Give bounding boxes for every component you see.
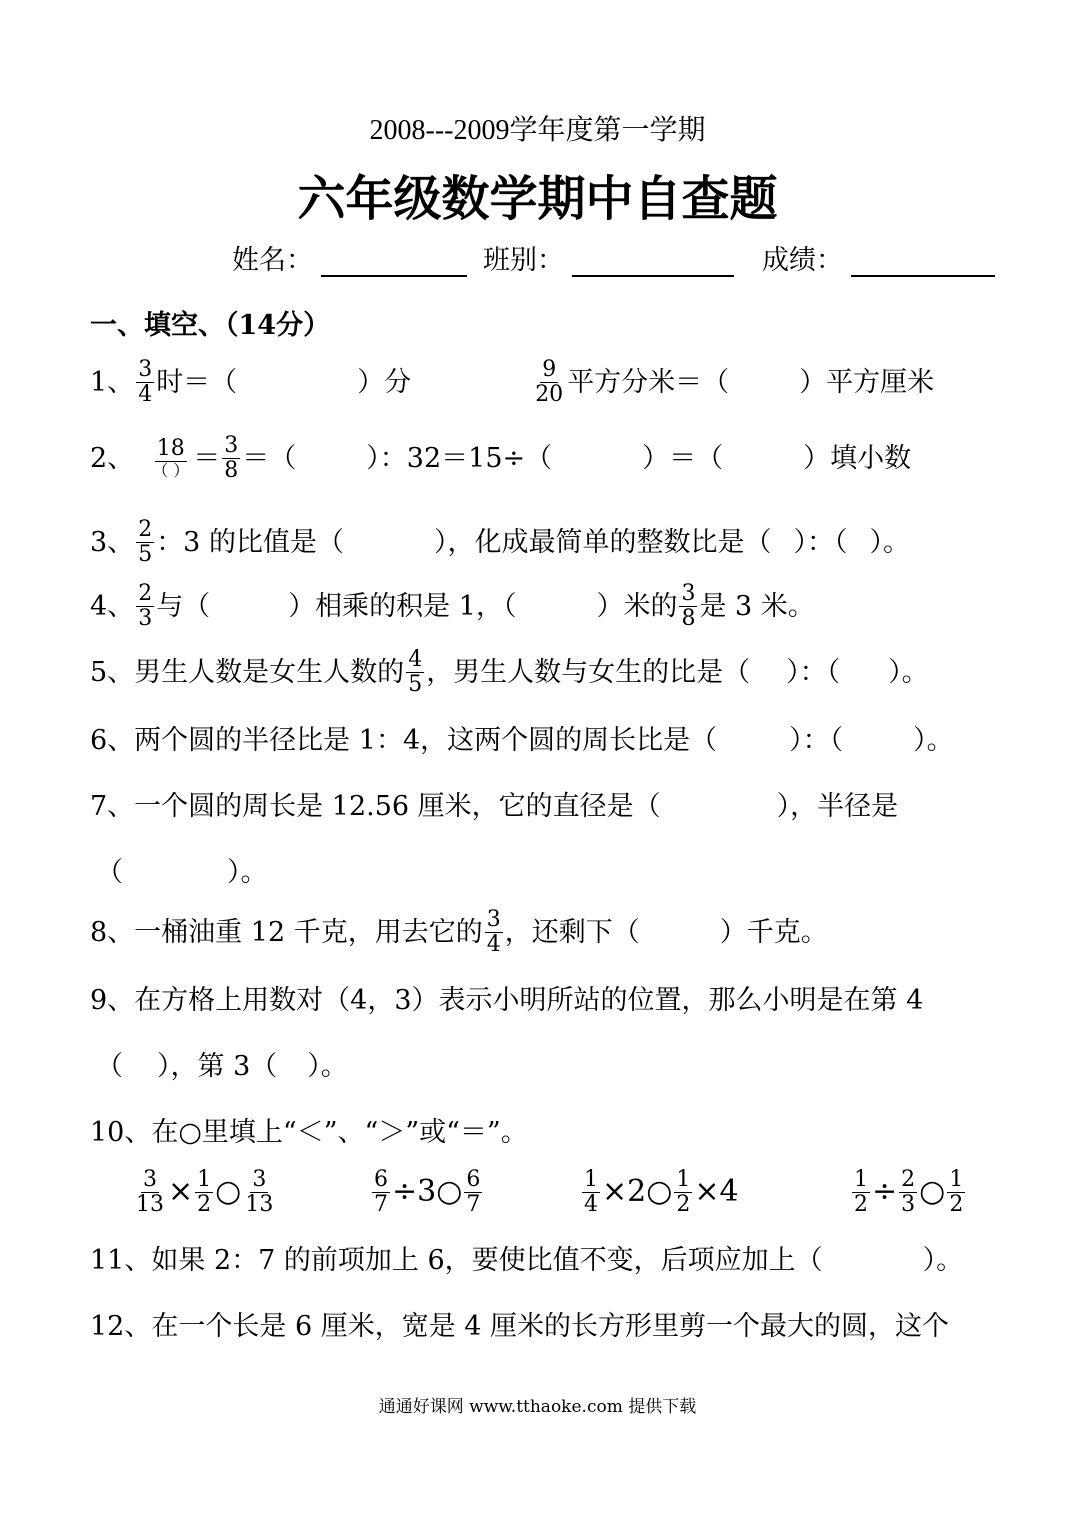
question-2 [90, 428, 911, 488]
q9-text: ），第 3（ [157, 1050, 278, 1082]
fraction: $\frac{3}{4}$ [486, 906, 501, 957]
question-7-continued [96, 852, 268, 892]
operator: × [168, 1174, 194, 1209]
q2-text: ＝ [193, 442, 221, 474]
q3-text: ：3 的比值是（ [156, 526, 344, 558]
q7-text: 7、一个圆的周长是 12.56 厘米，它的直径是（ [90, 790, 661, 822]
fraction: $\frac{1}{4}$ [584, 1166, 598, 1217]
comparison-3 [580, 1162, 739, 1222]
q5-text: ，男生人数与女生的比是（ [426, 656, 751, 688]
q6-text: ）。 [913, 724, 954, 756]
question-6 [90, 720, 954, 760]
q4-text: 与（ [156, 590, 211, 622]
fraction: $\frac{6}{7}$ [374, 1166, 388, 1217]
question-12 [90, 1306, 949, 1346]
q7-text: ）。 [227, 856, 268, 888]
q4-text: ）米的 [596, 590, 678, 622]
q3-text: ）：（ [793, 526, 848, 558]
question-8 [90, 902, 828, 962]
compare-circle[interactable]: ○ [919, 1174, 946, 1209]
fraction: $\frac{6}{7}$ [466, 1166, 481, 1217]
footer-credit: 通通好课网 www.tthaoke.com 提供下载 [378, 1397, 697, 1417]
fraction: $\frac{3}{8}$ [681, 580, 696, 631]
q1-text: 平方分米＝（ [567, 366, 730, 398]
fraction: $\frac{3}{8}$ [224, 432, 239, 483]
operator: ÷ [872, 1174, 898, 1209]
question-1 [90, 352, 934, 412]
fraction: $\frac{4}{5}$ [408, 646, 423, 697]
q1-text: ）分 [357, 366, 412, 398]
q6-text: 6、两个圆的半径比是 1：4，这两个圆的周长比是（ [90, 724, 718, 756]
question-4 [90, 576, 815, 636]
q9-text: 9、在方格上用数对（4，3）表示小明所站的位置，那么小明是在第 4 [90, 984, 924, 1016]
operator: ×4 [694, 1174, 739, 1209]
q5-text: ）。 [888, 656, 929, 688]
operator: ÷3○ [392, 1174, 463, 1209]
q2-text: ）＝（ [642, 442, 724, 474]
fraction: $\frac{18}{( )}$ [152, 435, 190, 480]
term-subtitle: 2008---2009学年度第一学期 [369, 115, 706, 146]
q9-text: （ [96, 1050, 123, 1082]
q8-text: ）千克。 [719, 916, 828, 948]
q1-number: 1、 [90, 366, 135, 398]
q1-text: 时＝（ [156, 366, 238, 398]
q6-text: ）：（ [789, 724, 844, 756]
fraction: $\frac{3}{13}$ [136, 1166, 164, 1217]
q5-text: ）：（ [786, 656, 841, 688]
fraction: $\frac{3}{13}$ [245, 1166, 274, 1217]
q9-text: ）。 [307, 1050, 348, 1082]
comparison-2 [370, 1162, 484, 1222]
q4-text: 是 3 米。 [699, 590, 815, 622]
q8-text: ，还剩下（ [504, 916, 640, 948]
operator: ×2○ [602, 1174, 673, 1209]
q4-number: 4、 [90, 590, 135, 622]
fraction: $\frac{1}{2}$ [197, 1166, 212, 1217]
fraction: $\frac{9}{20}$ [535, 356, 564, 407]
question-7 [90, 786, 898, 826]
question-5 [90, 642, 929, 702]
q2-text: ＝（ [242, 442, 297, 474]
class-label: 班别： [483, 245, 564, 276]
class-field[interactable] [572, 247, 734, 277]
student-info-row [232, 238, 995, 277]
q8-text: 8、一桶油重 12 千克，用去它的 [90, 916, 483, 948]
fraction: $\frac{3}{4}$ [138, 356, 153, 407]
fraction: $\frac{1}{2}$ [949, 1166, 964, 1217]
fraction: $\frac{2}{5}$ [138, 516, 153, 567]
q5-text: 5、男生人数是女生人数的 [90, 656, 405, 688]
score-label: 成绩： [762, 245, 843, 276]
name-field[interactable] [321, 247, 467, 277]
q11-text: ）。 [922, 1244, 964, 1276]
q2-text: ）填小数 [803, 442, 912, 474]
fraction: $\frac{2}{3}$ [138, 580, 153, 631]
q3-text: ）。 [869, 526, 910, 558]
q3-number: 3、 [90, 526, 135, 558]
comparison-1 [132, 1162, 277, 1222]
page-title: 六年级数学期中自查题 [297, 171, 778, 227]
fraction: $\frac{1}{2}$ [676, 1166, 691, 1217]
compare-circle[interactable]: ○ [215, 1174, 242, 1209]
score-field[interactable] [851, 247, 995, 277]
q12-text: 12、在一个长是 6 厘米，宽是 4 厘米的长方形里剪一个最大的圆，这个 [90, 1310, 950, 1342]
q1-text: ）平方厘米 [799, 366, 935, 398]
fraction: $\frac{2}{3}$ [901, 1166, 916, 1217]
question-11 [90, 1240, 963, 1280]
q11-text: 11、如果 2：7 的前项加上 6，要使比值不变，后项应加上（ [90, 1244, 823, 1276]
q7-text: （ [96, 856, 123, 888]
section-heading: 一、填空、（14分） [90, 310, 331, 341]
comparison-4 [850, 1162, 967, 1222]
q3-text: ），化成最简单的整数比是（ [433, 526, 772, 558]
question-9-continued [96, 1046, 348, 1086]
name-label: 姓名： [232, 245, 313, 276]
q4-text: ）相乘的积是 1，（ [288, 590, 517, 622]
q7-text: ），半径是 [776, 790, 899, 822]
q10-text: 10、在○里填上“＜”、“＞”或“＝”。 [90, 1116, 528, 1148]
question-3 [90, 512, 910, 572]
fraction: $\frac{1}{2}$ [854, 1166, 868, 1217]
question-10 [90, 1112, 528, 1152]
q2-number: 2、 [90, 442, 135, 474]
q2-text: ）：32＝15÷（ [366, 442, 553, 474]
question-9 [90, 980, 923, 1020]
